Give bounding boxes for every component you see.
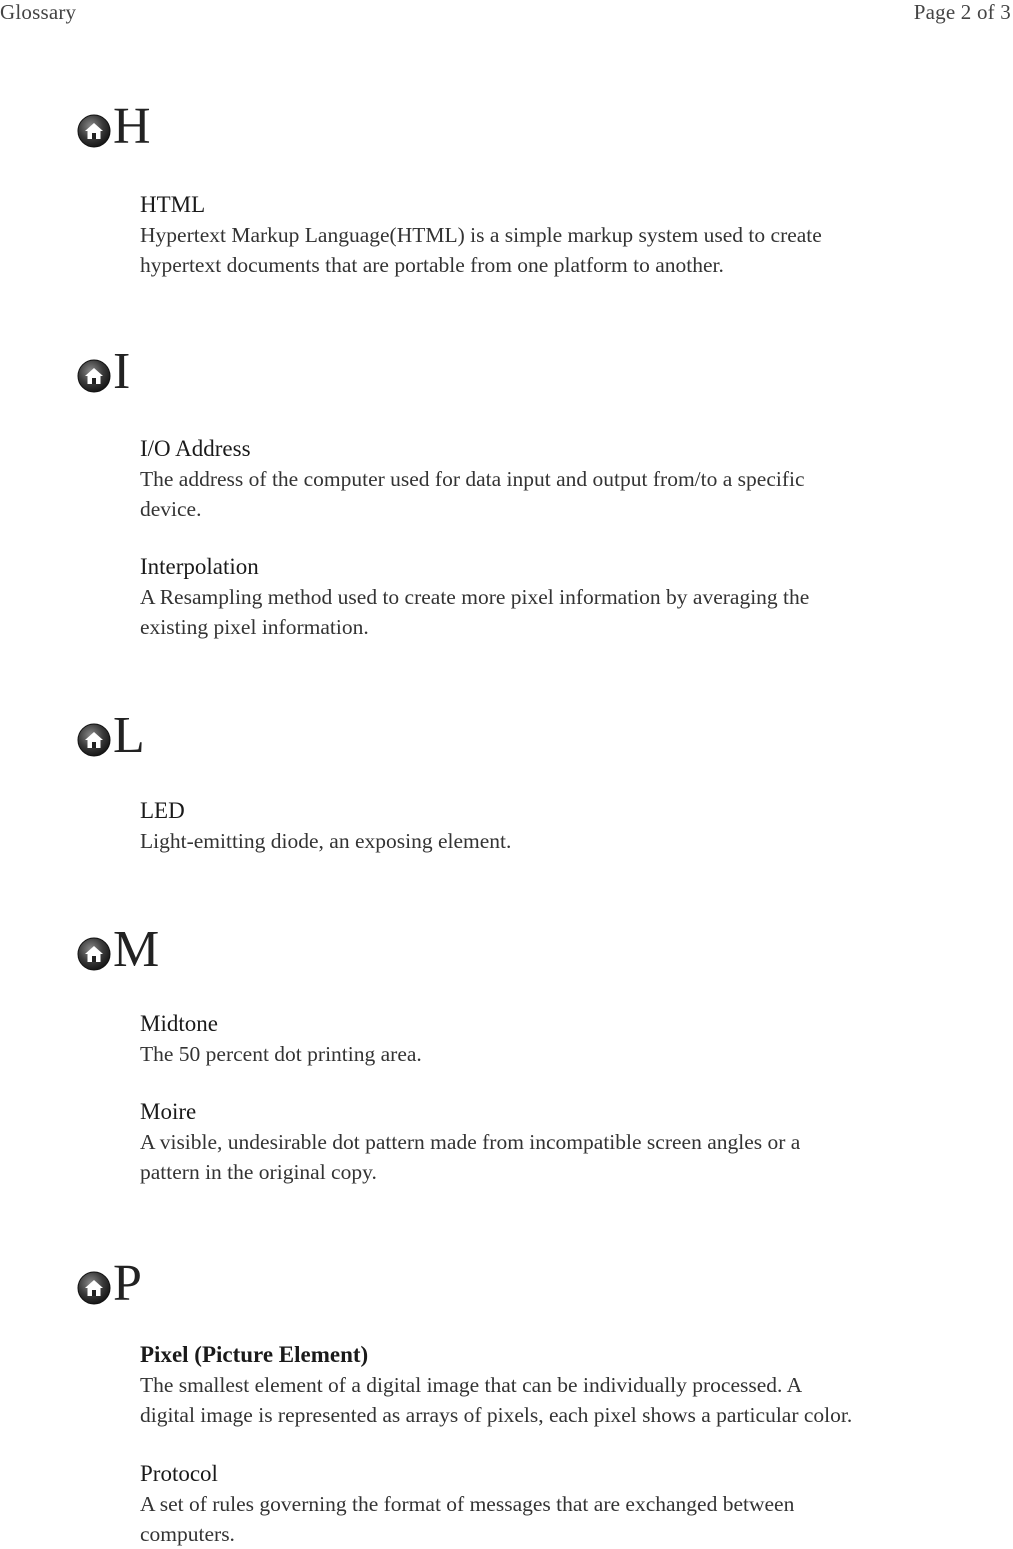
term-definition-line: A visible, undesirable dot pattern made from incompatible screen angles or a <box>140 1130 801 1154</box>
term-definition-line: existing pixel information. <box>140 615 369 639</box>
term-title: Interpolation <box>140 554 259 579</box>
section-letter: I <box>113 343 131 400</box>
glossary-entry-led <box>140 796 940 856</box>
term-definition-line: computers. <box>140 1522 235 1546</box>
document-title: Glossary <box>0 0 77 24</box>
term-title: Protocol <box>140 1461 218 1486</box>
term-title: I/O Address <box>140 436 251 461</box>
glossary-entry-io-address <box>140 434 940 524</box>
term-definition-line: hypertext documents that are portable from one platform to another. <box>140 253 724 277</box>
term-definition-line: digital image is represented as arrays of pixels, each pixel shows a particular color. <box>140 1403 853 1427</box>
section-l-heading <box>77 702 145 762</box>
term-definition-line: Hypertext Markup Language(HTML) is a simple markup system used to create <box>140 223 822 247</box>
term-definition-line: A set of rules governing the format of messages that are exchanged between <box>140 1492 795 1516</box>
section-letter: H <box>113 98 151 155</box>
section-h-heading <box>77 93 151 153</box>
home-icon[interactable] <box>77 723 111 757</box>
glossary-entry-moire <box>140 1097 940 1187</box>
section-letter: P <box>113 1255 142 1312</box>
home-icon[interactable] <box>77 359 111 393</box>
home-icon[interactable] <box>77 1271 111 1305</box>
glossary-entry-midtone <box>140 1009 940 1069</box>
term-title: Pixel (Picture Element) <box>140 1342 369 1367</box>
term-title: HTML <box>140 192 206 217</box>
glossary-entry-pixel <box>140 1340 940 1430</box>
term-definition-line: The smallest element of a digital image that can be individually processed. A <box>140 1373 803 1397</box>
term-definition-line: A Resampling method used to create more pixel information by averaging the <box>140 585 810 609</box>
term-definition-line: device. <box>140 497 202 521</box>
home-icon[interactable] <box>77 114 111 148</box>
section-m-heading <box>77 916 159 976</box>
term-title: Moire <box>140 1099 197 1124</box>
section-i-heading <box>77 338 130 398</box>
page-header <box>0 0 1013 30</box>
glossary-entry-html <box>140 190 940 280</box>
section-p-heading <box>77 1250 142 1310</box>
term-definition-line: pattern in the original copy. <box>140 1160 377 1184</box>
section-letter: M <box>113 921 160 978</box>
term-definition-line: The 50 percent dot printing area. <box>140 1042 422 1066</box>
term-title: LED <box>140 798 185 823</box>
glossary-entry-interpolation <box>140 552 940 642</box>
glossary-entry-protocol <box>140 1459 940 1549</box>
term-definition-line: The address of the computer used for data input and output from/to a specific <box>140 467 805 491</box>
section-letter: L <box>113 707 145 764</box>
term-definition-line: Light-emitting diode, an exposing element. <box>140 829 512 853</box>
page-number: Page 2 of 3 <box>913 0 1011 24</box>
home-icon[interactable] <box>77 937 111 971</box>
term-title: Midtone <box>140 1011 218 1036</box>
